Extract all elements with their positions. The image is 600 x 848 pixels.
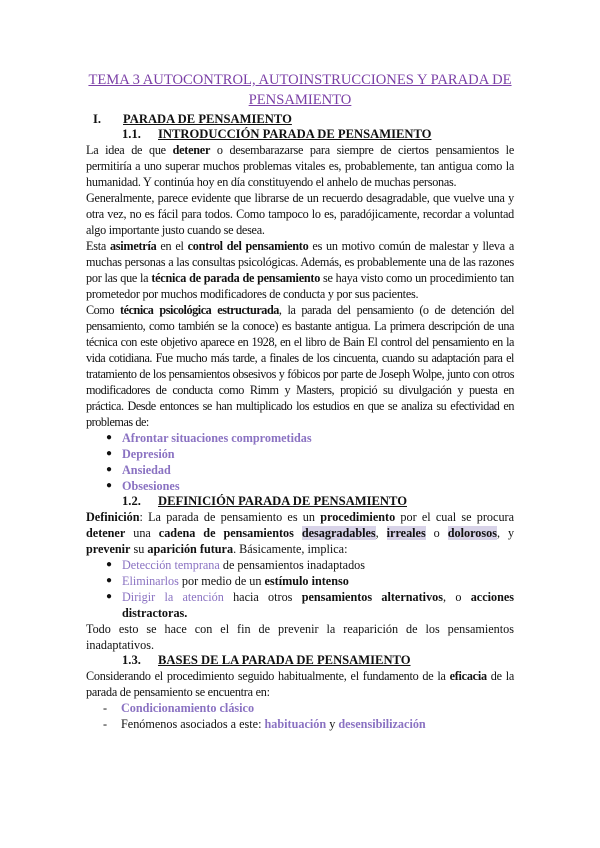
list-item: ● Ansiedad — [106, 463, 171, 477]
subsection-number: 1.3. — [122, 653, 141, 667]
list-item: ● Afrontar situaciones comprometidas — [106, 431, 312, 445]
section-number: I. — [93, 112, 102, 126]
paragraph-bases: Considerando el procedimiento seguido habitualmente, el fundamento de la eficacia de la parada de pensamiento se encuentra en: — [86, 669, 514, 699]
subsection-title: DEFINICIÓN PARADA DE PENSAMIENTO — [158, 494, 407, 508]
problems-list — [86, 430, 514, 494]
list-item: ● Eliminarlos por medio de un estímulo intenso — [106, 574, 349, 588]
paragraph-todo-esto: Todo esto se hace con el fin de prevenir la reaparición de los pensamientos inadaptativos. — [86, 622, 514, 652]
list-item: ● Detección temprana de pensamientos inadaptados — [106, 558, 365, 572]
paragraph-generalmente: Generalmente, parece evidente que librarse de un recuerdo desagradable, que vuelve una y otra vez, no es fácil para todos. Como tampoco lo es, paradójicamente, recordar a voluntad algo importante justo cuando se desea. — [86, 191, 514, 237]
list-item: ● Dirigir la atención hacia otros pensamientos alternativos, o acciones distractoras. — [106, 590, 515, 620]
subsection-title: BASES DE LA PARADA DE PENSAMIENTO — [158, 653, 411, 667]
paragraph-tecnica: Como técnica psicológica estructurada, la parada del pensamiento (o de detención del pensamiento, como también se la conoce) es bastante antigua. La primera descripción de una técnica con este objetivo aparece en 1928, en el libro de Bain El control del pensamiento en la vida cotidiana. Fue mucho más tarde, a finales de los cincuenta, cuando su adaptación para el tratamiento de los pensamientos obsesivos y fóbicos por parte de Joseph Wolpe, junto con otros modificadores de conducta como Rimm y Masters, propició su divulgación y puesta en práctica. Desde entonces se han multiplicado los estudios en que se analiza su efectividad en problemas de: — [86, 303, 515, 429]
subsection-title: INTRODUCCIÓN PARADA DE PENSAMIENTO — [158, 127, 432, 141]
bases-list — [86, 700, 514, 732]
subsection-number: 1.2. — [122, 494, 141, 508]
subsection-heading-1-3 — [86, 653, 514, 668]
implications-list — [86, 557, 514, 621]
list-item: - Fenómenos asociados a este: habituación y desensibilización — [103, 717, 426, 731]
subsection-number: 1.1. — [122, 127, 141, 141]
section-heading-1 — [86, 112, 514, 127]
paragraph-definicion: Definición: La parada de pensamiento es un procedimiento por el cual se procura detener una cadena de pensamientos desagradables, irreales o dolorosos, y prevenir su aparición futura. Básicamente, implica: — [86, 510, 515, 556]
paragraph-intro: La idea de que detener o desembarazarse para siempre de ciertos pensamientos le permitiría a uno superar muchos problemas vitales es, probablemente, tan antigua como la humanidad. Y continúa hoy en día constituyendo el anhelo de muchas personas. — [86, 143, 514, 189]
list-item: - Condicionamiento clásico — [103, 701, 255, 715]
section-title: PARADA DE PENSAMIENTO — [123, 112, 292, 126]
paragraph-asimetria: Esta asimetría en el control del pensamiento es un motivo común de malestar y lleva a muchas personas a las consultas psicológicas. Además, es probablemente una de las razones por las que la técnica de parada de pensamiento se haya visto como un procedimiento tan prometedor por muchos modificadores de conducta y por sus pacientes. — [86, 239, 514, 301]
document-title: TEMA 3 AUTOCONTROL, AUTOINSTRUCCIONES Y PARADA DE PENSAMIENTO — [88, 72, 512, 108]
subsection-heading-1-2 — [86, 494, 514, 509]
list-item: ● Obsesiones — [106, 479, 180, 493]
subsection-heading-1-1 — [86, 127, 514, 142]
list-item: ● Depresión — [106, 447, 175, 461]
